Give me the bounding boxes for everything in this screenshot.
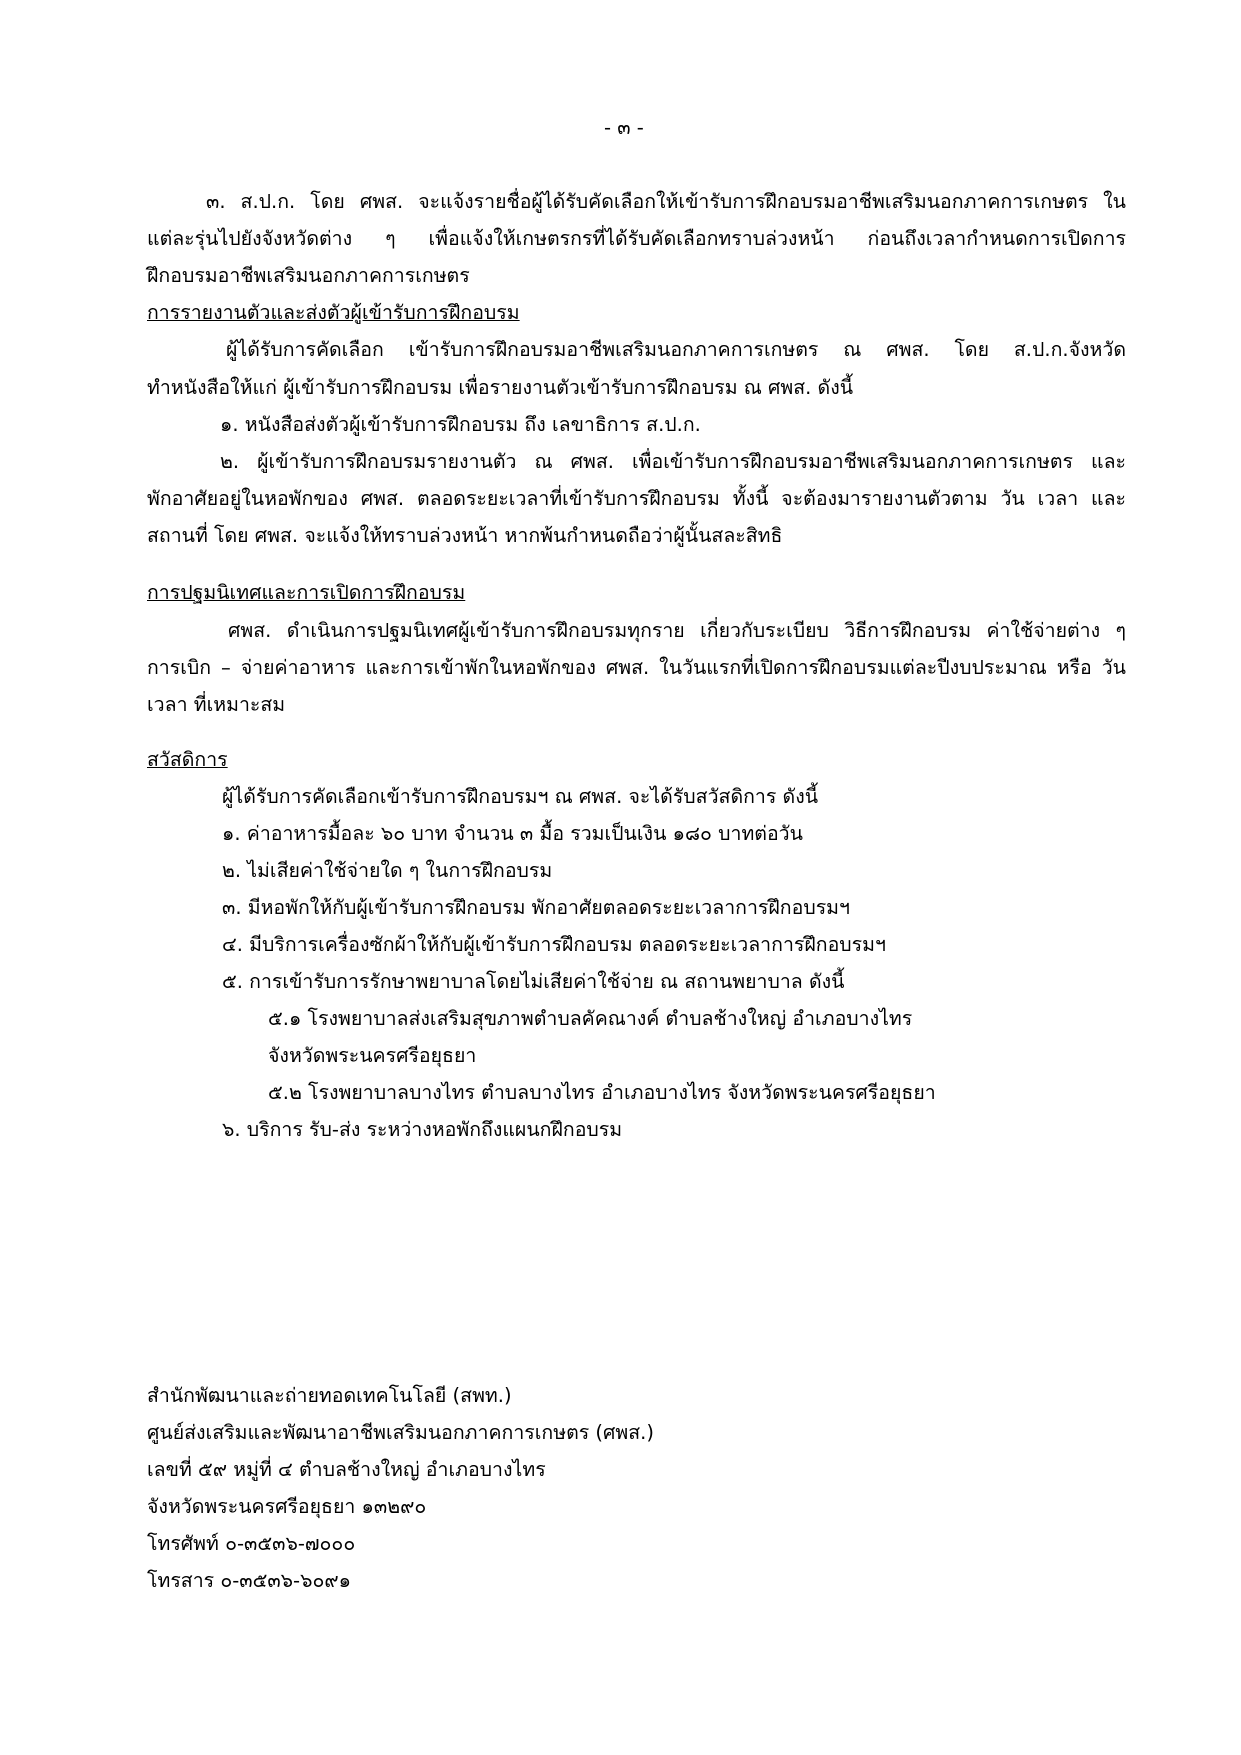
paragraph-line: การเบิก – จ่ายค่าอาหาร และการเข้าพักในหอพักของ ศพส. ในวันแรกที่เปิดการฝึกอบรมแต่ละปีงบประมาณ หรือ วัน (147, 656, 1126, 679)
list-item: ๓. มีหอพักให้กับผู้เข้ารับการฝึกอบรม พักอาศัยตลอดระยะเวลาการฝึกอบรมฯ (222, 896, 850, 919)
footer-line: จังหวัดพระนครศรีอยุธยา ๑๓๒๙๐ (147, 1495, 427, 1518)
paragraph-line: ฝึกอบรมอาชีพเสริมนอกภาคการเกษตร (147, 264, 470, 287)
paragraph-line: เวลา ที่เหมาะสม (147, 693, 286, 716)
list-item: ๖. บริการ รับ-ส่ง ระหว่างหอพักถึงแผนกฝึกอบรม (222, 1118, 623, 1141)
page-number: - ๓ - (604, 116, 644, 139)
sub-list-item: ๕.๒ โรงพยาบาลบางไทร ตำบลบางไทร อำเภอบางไทร จังหวัดพระนครศรีอยุธยา (268, 1081, 936, 1104)
list-item: ๕. การเข้ารับการรักษาพยาบาลโดยไม่เสียค่าใช้จ่าย ณ สถานพยาบาล ดังนี้ (222, 970, 845, 993)
paragraph-line: สถานที่ โดย ศพส. จะแจ้งให้ทราบล่วงหน้า หากพ้นกำหนดถือว่าผู้นั้นสละสิทธิ (147, 524, 783, 547)
list-item: ๔. มีบริการเครื่องซักผ้าให้กับผู้เข้ารับการฝึกอบรม ตลอดระยะเวลาการฝึกอบรมฯ (222, 933, 886, 956)
footer-phone: โทรศัพท์ ๐-๓๕๓๖-๗๐๐๐ (147, 1532, 356, 1555)
paragraph-line: พักอาศัยอยู่ในหอพักของ ศพส. ตลอดระยะเวลาที่เข้ารับการฝึกอบรม ทั้งนี้ จะต้องมารายงานตัวตาม วัน เวลา และ (147, 487, 1126, 510)
footer-line: ศูนย์ส่งเสริมและพัฒนาอาชีพเสริมนอกภาคการเกษตร (ศพส.) (147, 1421, 654, 1444)
paragraph-line: ๓. ส.ป.ก. โดย ศพส. จะแจ้งรายชื่อผู้ได้รับคัดเลือกให้เข้ารับการฝึกอบรมอาชีพเสริมนอกภาคการเกษตร ใน (206, 190, 1126, 213)
list-item: ๒. ไม่เสียค่าใช้จ่ายใด ๆ ในการฝึกอบรม (222, 859, 553, 882)
list-item: ๑. ค่าอาหารมื้อละ ๖๐ บาท จำนวน ๓ มื้อ รวมเป็นเงิน ๑๘๐ บาทต่อวัน (222, 822, 803, 845)
footer-fax: โทรสาร ๐-๓๕๓๖-๖๐๙๑ (147, 1569, 352, 1592)
sub-list-item: ๕.๑ โรงพยาบาลส่งเสริมสุขภาพตำบลคัคณางค์ ตำบลช้างใหญ่ อำเภอบางไทร (268, 1007, 913, 1030)
paragraph-line: ศพส. ดำเนินการปฐมนิเทศผู้เข้ารับการฝึกอบรมทุกราย เกี่ยวกับระเบียบ วิธีการฝึกอบรม ค่าใช้จ่ายต่าง ๆ (228, 619, 1126, 642)
section-heading: การรายงานตัวและส่งตัวผู้เข้ารับการฝึกอบรม (147, 301, 520, 324)
sub-list-item: จังหวัดพระนครศรีอยุธยา (268, 1044, 477, 1067)
list-item: ๒. ผู้เข้ารับการฝึกอบรมรายงานตัว ณ ศพส. เพื่อเข้ารับการฝึกอบรมอาชีพเสริมนอกภาคการเกษตร และ (220, 450, 1126, 473)
paragraph-line: ทำหนังสือให้แก่ ผู้เข้ารับการฝึกอบรม เพื่อรายงานตัวเข้ารับการฝึกอบรม ณ ศพส. ดังนี้ (147, 376, 854, 399)
paragraph-line: ผู้ได้รับการคัดเลือกเข้ารับการฝึกอบรมฯ ณ ศพส. จะได้รับสวัสดิการ ดังนี้ (222, 785, 819, 808)
footer-line: สำนักพัฒนาและถ่ายทอดเทคโนโลยี (สพท.) (147, 1384, 512, 1407)
section-heading: สวัสดิการ (147, 748, 228, 771)
paragraph-line: ผู้ได้รับการคัดเลือก เข้ารับการฝึกอบรมอาชีพเสริมนอกภาคการเกษตร ณ ศพส. โดย ส.ป.ก.จังหวัด (226, 338, 1126, 361)
paragraph-line: แต่ละรุ่นไปยังจังหวัดต่าง ๆ เพื่อแจ้งให้เกษตรกรที่ได้รับคัดเลือกทราบล่วงหน้า ก่อนถึงเวลากำหนดการเปิดการ (147, 227, 1126, 250)
list-item: ๑. หนังสือส่งตัวผู้เข้ารับการฝึกอบรม ถึง เลขาธิการ ส.ป.ก. (220, 413, 701, 436)
footer-line: เลขที่ ๕๙ หมู่ที่ ๔ ตำบลช้างใหญ่ อำเภอบางไทร (147, 1458, 546, 1481)
section-heading: การปฐมนิเทศและการเปิดการฝึกอบรม (147, 581, 466, 604)
